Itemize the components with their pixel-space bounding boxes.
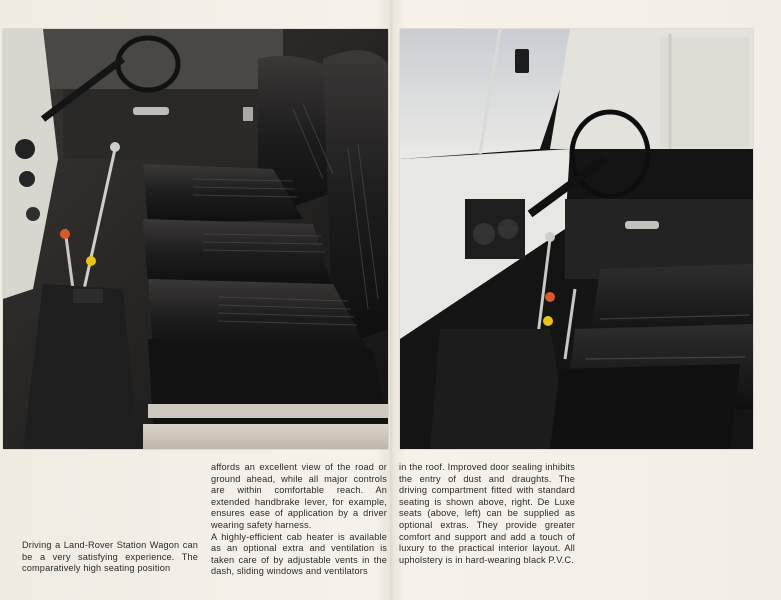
deluxe-seats-photo [3, 29, 388, 449]
page-fold [390, 0, 394, 600]
paragraph: A highly-efficient cab heater is available as an optional extra and ventilation is taken care of by adjustable vents in the dash, sliding windows and ventilators [211, 531, 387, 577]
body-text-column-1 [22, 540, 198, 575]
paragraph: in the roof. Improved door sealing inhibits the entry of dust and draughts. The driving compartment fitted with standard seating is shown above, right. De Luxe seats (above, left) can be supplied as optional extras. They provide greater comfort and support and add a touch of luxury to the practical interior layout. All upholstery is in hard-wearing black P.V.C. [399, 462, 575, 565]
standard-seating-photo [400, 29, 753, 449]
paragraph: affords an excellent view of the road or ground ahead, while all major controls are within comfortable reach. An extended handbrake lever, for example, ensures ease of application by a driver wearing safety harness. [211, 462, 387, 530]
paragraph: Driving a Land-Rover Station Wagon can be a very satisfying experience. The comparatively high seating position [22, 540, 198, 574]
body-text-column-3 [399, 462, 575, 566]
body-text-column-2 [211, 462, 387, 578]
